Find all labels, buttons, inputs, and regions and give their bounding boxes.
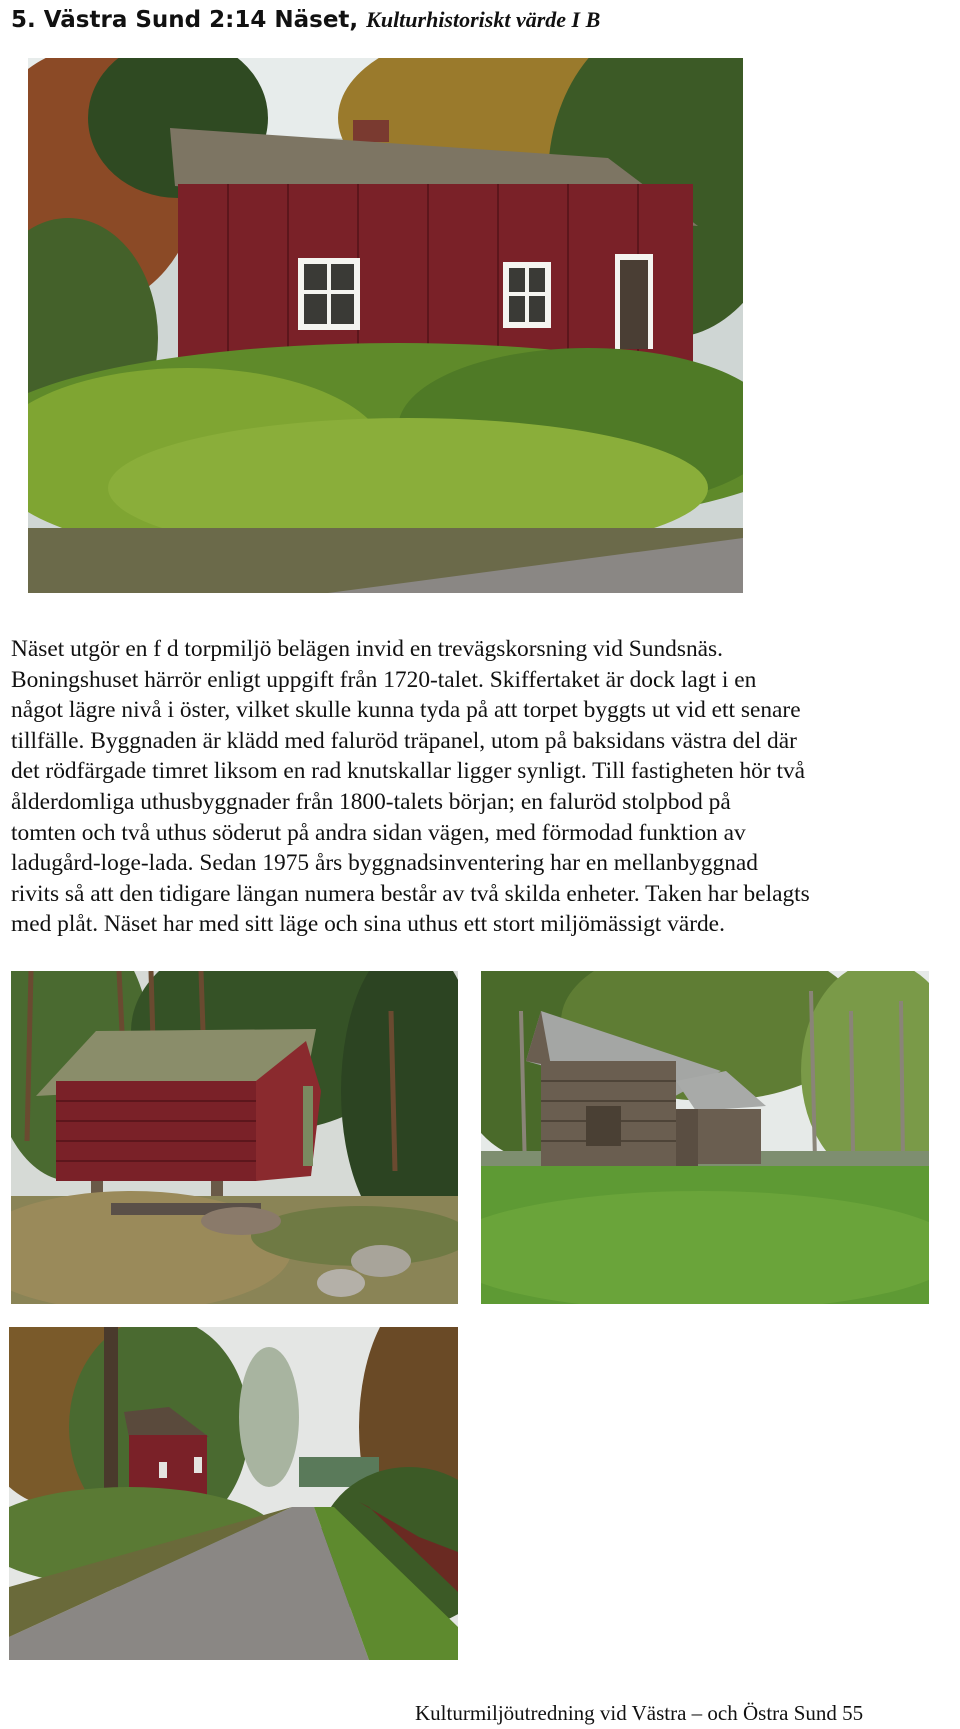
road-view-photo [9,1327,458,1660]
body-line: tomten och två uthus söderut på andra sidan vägen, med förmodad funktion av [11,819,746,846]
body-line: tillfälle. Byggnaden är klädd med faluröd träpanel, utom på baksidans västra del där [11,727,797,754]
page-heading [11,0,600,35]
body-line: det rödfärgade timret liksom en rad knutskallar ligger synligt. Till fastigheten hör två [11,758,806,785]
storehouse-photo [11,971,458,1304]
page-title: 5. Västra Sund 2:14 Näset, [11,7,359,33]
main-house-photo [28,58,743,593]
body-line: Boningshuset härrör enligt uppgift från 1720-talet. Skiffertaket är dock lagt i en [11,666,757,693]
page-footer: Kulturmiljöutredning vid Västra – och Östra Sund 55 [415,1701,864,1725]
body-line: Näset utgör en f d torpmiljö belägen invid en trevägskorsning vid Sundsnäs. [11,636,723,662]
body-line: något lägre nivå i öster, vilket skulle kunna tyda på att torpet byggts ut vid ett senare [11,697,801,724]
body-line: ladugård-loge-lada. Sedan 1975 års byggnadsinventering har en mellanbyggnad [11,850,758,877]
page-subtitle: Kulturhistoriskt värde I B [366,7,601,32]
body-line: ålderdomliga uthusbyggnader från 1800-talets början; en faluröd stolpbod på [11,788,731,815]
outbuildings-photo [481,971,929,1304]
body-line: med plåt. Näset har med sitt läge och sina uthus ett stort miljömässigt värde. [11,911,725,938]
description-text [11,634,960,940]
body-line: rivits så att den tidigare längan numera består av två skilda enheter. Taken har belagts [11,880,810,907]
